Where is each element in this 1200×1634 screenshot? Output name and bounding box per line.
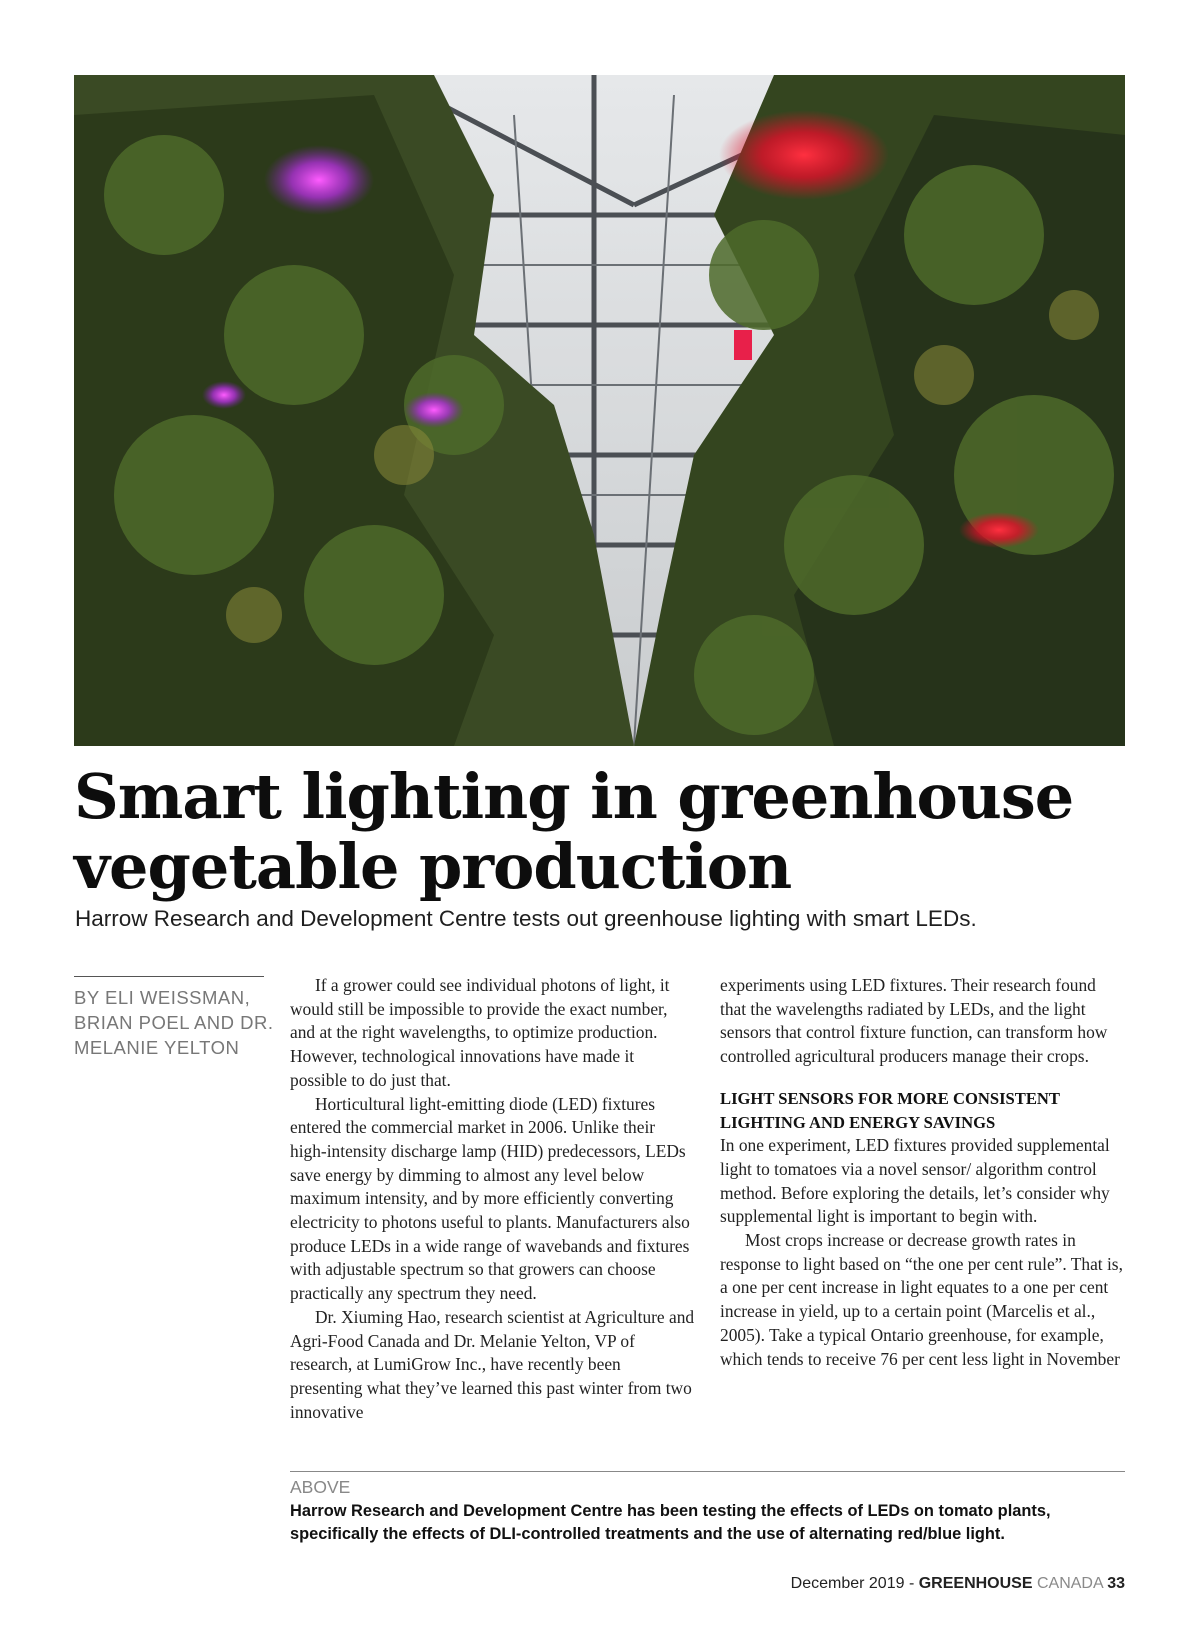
section-subhead: LIGHT SENSORS FOR MORE CONSISTENT LIGHTING AND ENERGY SAVINGS xyxy=(720,1088,1060,1132)
body-paragraph: Dr. Xiuming Hao, research scientist at Agriculture and Agri-Food Canada and Dr. Melanie Yelton, VP of research, at LumiGrow Inc., have recently been presenting what they’ve learned this past winter from two innovative xyxy=(290,1306,695,1422)
page-folio xyxy=(791,1575,1125,1593)
title-line-1: Smart lighting in greenhouse xyxy=(74,760,1074,833)
page-number: 33 xyxy=(1107,1575,1125,1592)
body-paragraph: In one experiment, LED fixtures provided supplemental light to tomatoes via a novel sensor/ algorithm control method. Before exploring the details, let’s consider why supplemental light is important to begin with. xyxy=(720,1135,1110,1227)
greenhouse-led-photo xyxy=(74,75,1125,746)
byline: BY ELI WEISSMAN, BRIAN POEL AND DR. MELANIE YELTON xyxy=(74,987,274,1058)
byline-rule xyxy=(74,976,264,977)
body-paragraph: Most crops increase or decrease growth rates in response to light based on “the one per cent rule”. That is, a one per cent increase in light equates to a one per cent increase in yield, up to a certain point (Marcelis et al., 2005). Take a typical Ontario greenhouse, for example, which tends to receive 76 per cent less light in November xyxy=(720,1230,1123,1369)
article-deck: Harrow Research and Development Centre tests out greenhouse lighting with smart LEDs. xyxy=(75,906,977,931)
article-title xyxy=(74,762,1134,902)
photo-caption: Harrow Research and Development Centre has been testing the effects of LEDs on tomato plants, specifically the effects of DLI-controlled treatments and the use of alternating red/blue light. xyxy=(290,1502,1051,1543)
folio-brand: GREENHOUSE xyxy=(918,1575,1033,1592)
body-column-1 xyxy=(290,974,695,1424)
body-paragraph: experiments using LED fixtures. Their research found that the wavelengths radiated by LEDs, and the light sensors that control fixture function, can transform how controlled agricultural producers manage their crops. xyxy=(720,975,1108,1067)
body-paragraph: If a grower could see individual photons of light, it would still be impossible to provide the exact number, and at the right wavelengths, to optimize production. However, technological innovations have made it possible to do just that. xyxy=(290,975,670,1090)
caption-label: ABOVE xyxy=(290,1477,351,1497)
body-column-2 xyxy=(720,974,1125,1371)
body-paragraph: Horticultural light-emitting diode (LED) fixtures entered the commercial market in 2006. Unlike their high-intensity discharge lamp (HID) predecessors, LEDs save energy by dimming to almost any level below maximum intensity, and by more efficiently converting electricity to photons useful to plants. Manufacturers also produce LEDs in a wide range of wavebands and fixtures with adjustable spectrum so that growers can choose practically any spectrum they need. xyxy=(290,1093,690,1304)
folio-date: December 2019 - xyxy=(790,1575,919,1592)
title-line-2: vegetable production xyxy=(74,830,792,903)
folio-brand-suffix: CANADA xyxy=(1032,1575,1108,1592)
caption-rule xyxy=(290,1471,1125,1472)
